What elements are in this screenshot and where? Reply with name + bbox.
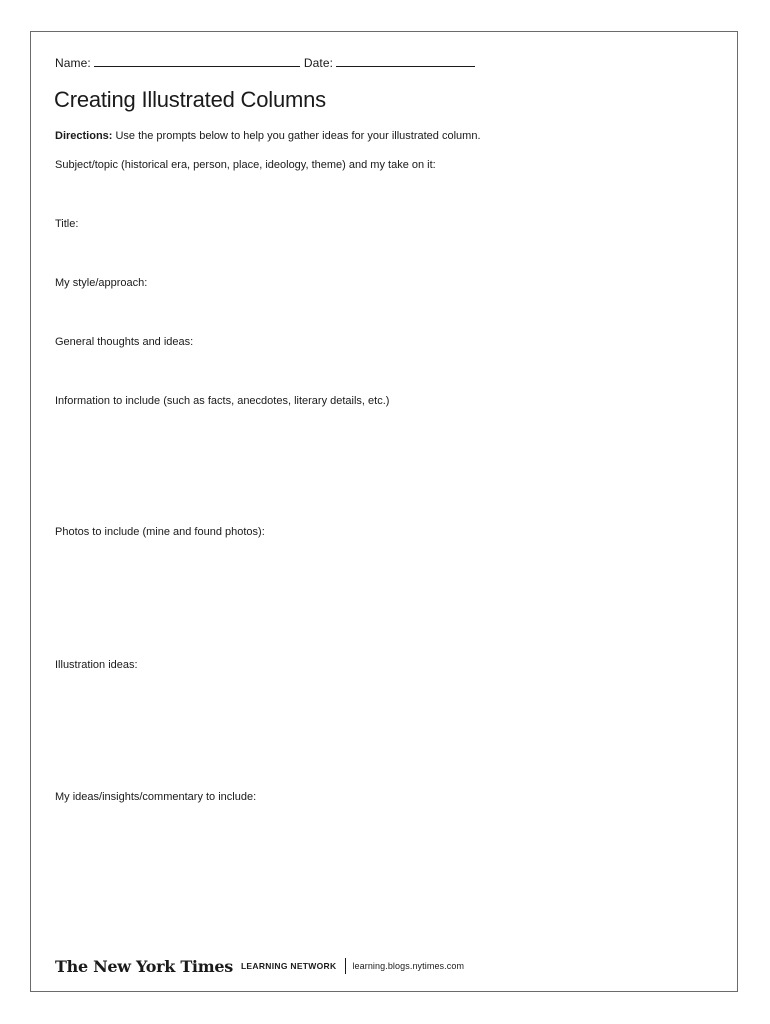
prompt-illustration-ideas: Illustration ideas:: [55, 659, 138, 671]
prompt-style-approach: My style/approach:: [55, 277, 148, 289]
directions-label: Directions:: [55, 130, 113, 142]
date-field[interactable]: [336, 56, 475, 67]
prompt-general-thoughts: General thoughts and ideas:: [55, 336, 194, 348]
prompt-title: Title:: [55, 218, 79, 230]
prompt-information: Information to include (such as facts, anecdotes, literary details, etc.): [55, 395, 390, 407]
footer: [55, 955, 464, 977]
name-label: Name:: [55, 56, 91, 70]
footer-url[interactable]: learning.blogs.nytimes.com: [352, 961, 465, 971]
directions-text: Use the prompts below to help you gather ideas for your illustrated column.: [115, 130, 481, 142]
date-label: Date:: [303, 56, 334, 70]
name-field[interactable]: [94, 56, 300, 67]
learning-network-label: LEARNING NETWORK: [240, 961, 337, 971]
directions: [55, 130, 481, 142]
page-title: Creating Illustrated Columns: [54, 87, 326, 112]
nyt-logo: The New York Times: [55, 956, 233, 976]
footer-divider: [345, 958, 346, 974]
name-date-line: [55, 56, 475, 70]
prompt-commentary: My ideas/insights/commentary to include:: [55, 791, 257, 803]
page-border: [30, 31, 738, 992]
prompt-subject-topic: Subject/topic (historical era, person, place, ideology, theme) and my take on it:: [55, 159, 436, 171]
prompt-photos: Photos to include (mine and found photos):: [55, 526, 265, 538]
